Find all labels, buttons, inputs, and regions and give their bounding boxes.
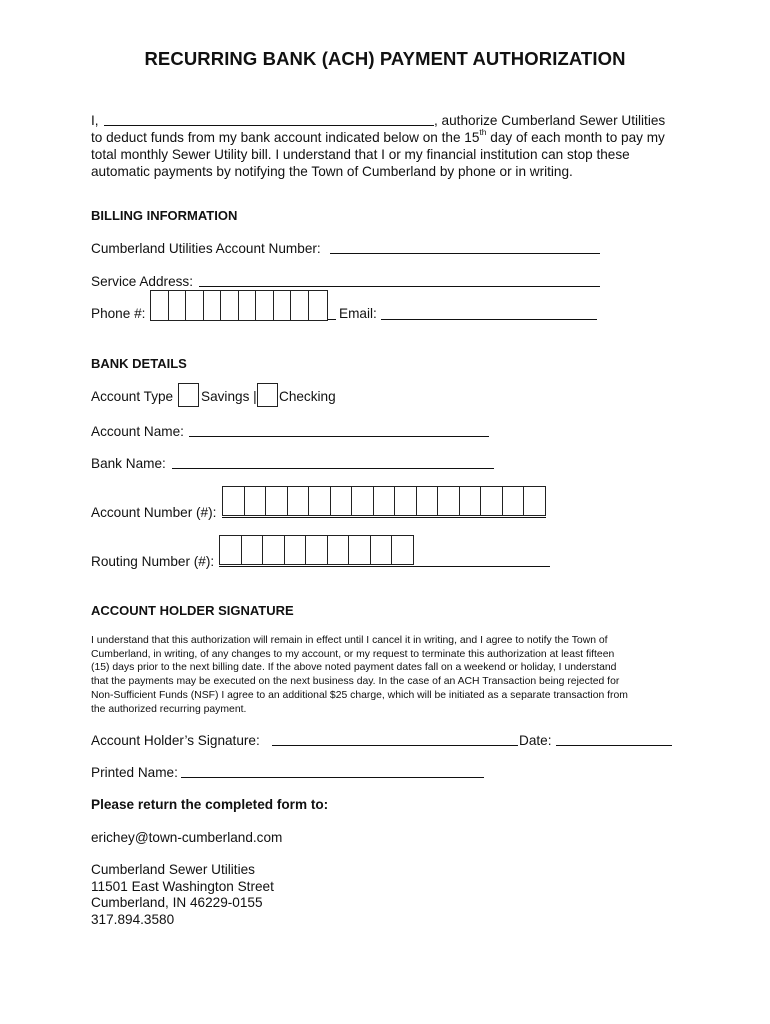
return-address: [91, 862, 274, 928]
utility-account-number-field[interactable]: [330, 253, 600, 254]
address-line: Cumberland Sewer Utilities: [91, 862, 255, 877]
terms-line: the authorized recurring payment.: [91, 703, 247, 715]
printed-name-field[interactable]: [181, 777, 484, 778]
utility-account-number-label: Cumberland Utilities Account Number:: [91, 241, 321, 256]
terms-line: Non-Sufficient Funds (NSF) I agree to an additional $25 charge, which will be initiated as a separate transaction from: [91, 689, 628, 701]
account-type-label: Account Type: [91, 389, 174, 404]
email-field[interactable]: [381, 319, 597, 320]
bank-heading: BANK DETAILS: [91, 356, 187, 371]
checking-checkbox[interactable]: [257, 383, 278, 407]
return-heading: Please return the completed form to:: [91, 797, 329, 812]
date-label: Date:: [519, 733, 552, 748]
billing-heading: BILLING INFORMATION: [91, 208, 238, 223]
routing-number-label: Routing Number (#):: [91, 554, 215, 569]
name-line[interactable]: [104, 125, 434, 126]
intro-line3: total monthly Sewer Utility bill. I understand that I or my financial institution can stop these: [91, 147, 630, 162]
terms-paragraph: [91, 634, 628, 716]
bank-name-label: Bank Name:: [91, 456, 166, 471]
checking-label: Checking: [279, 389, 336, 404]
routing-number-digit-boxes[interactable]: [219, 535, 413, 565]
form-title: RECURRING BANK (ACH) PAYMENT AUTHORIZATION: [144, 48, 626, 69]
holder-signature-label: Account Holder’s Signature:: [91, 733, 260, 748]
printed-name-label: Printed Name:: [91, 765, 178, 780]
terms-line: I understand that this authorization will remain in effect until I cancel it in writing, and I agree to notify the Town of: [91, 635, 608, 646]
terms-line: (15) days prior to the next billing date. If the above noted payment dates fall on a weekend or holiday, I understand: [91, 662, 617, 674]
savings-checkbox[interactable]: [178, 383, 199, 407]
account-name-label: Account Name:: [91, 424, 184, 439]
intro-line1: , authorize Cumberland Sewer Utilities: [434, 113, 666, 128]
service-address-label: Service Address:: [91, 274, 193, 289]
holder-signature-field[interactable]: [272, 745, 518, 746]
bank-name-field[interactable]: [172, 468, 494, 469]
account-number-line: [222, 517, 546, 518]
savings-label: Savings |: [201, 389, 257, 404]
address-line: 11501 East Washington Street: [91, 878, 274, 894]
return-email: erichey@town-cumberland.com: [91, 830, 283, 845]
intro-line4: automatic payments by notifying the Town of Cumberland by phone or in writing.: [91, 164, 573, 179]
account-name-field[interactable]: [189, 436, 489, 437]
terms-line: Cumberland, in writing, of any changes to my account, or my request to terminate this authorization at least fifteen: [91, 648, 615, 660]
phone-digit-boxes[interactable]: [150, 290, 326, 321]
terms-line: that the payments may be executed on the next business day. In the case of an ACH Transaction being rejected for: [91, 676, 620, 688]
phone-number: 317.894.3580: [91, 911, 175, 927]
routing-number-line: [219, 566, 550, 567]
date-field[interactable]: [556, 745, 672, 746]
service-address-field[interactable]: [199, 286, 600, 287]
account-number-label: Account Number (#):: [91, 505, 217, 520]
intro-line2: to deduct funds from my bank account indicated below on the 15th day of each month to pay my: [91, 127, 665, 145]
phone-label: Phone #:: [91, 306, 146, 321]
intro-prefix: I,: [91, 113, 99, 128]
account-number-digit-boxes[interactable]: [222, 486, 545, 516]
signature-heading: ACCOUNT HOLDER SIGNATURE: [91, 603, 294, 618]
address-line: Cumberland, IN 46229-0155: [91, 895, 263, 911]
email-label: Email:: [339, 306, 377, 321]
